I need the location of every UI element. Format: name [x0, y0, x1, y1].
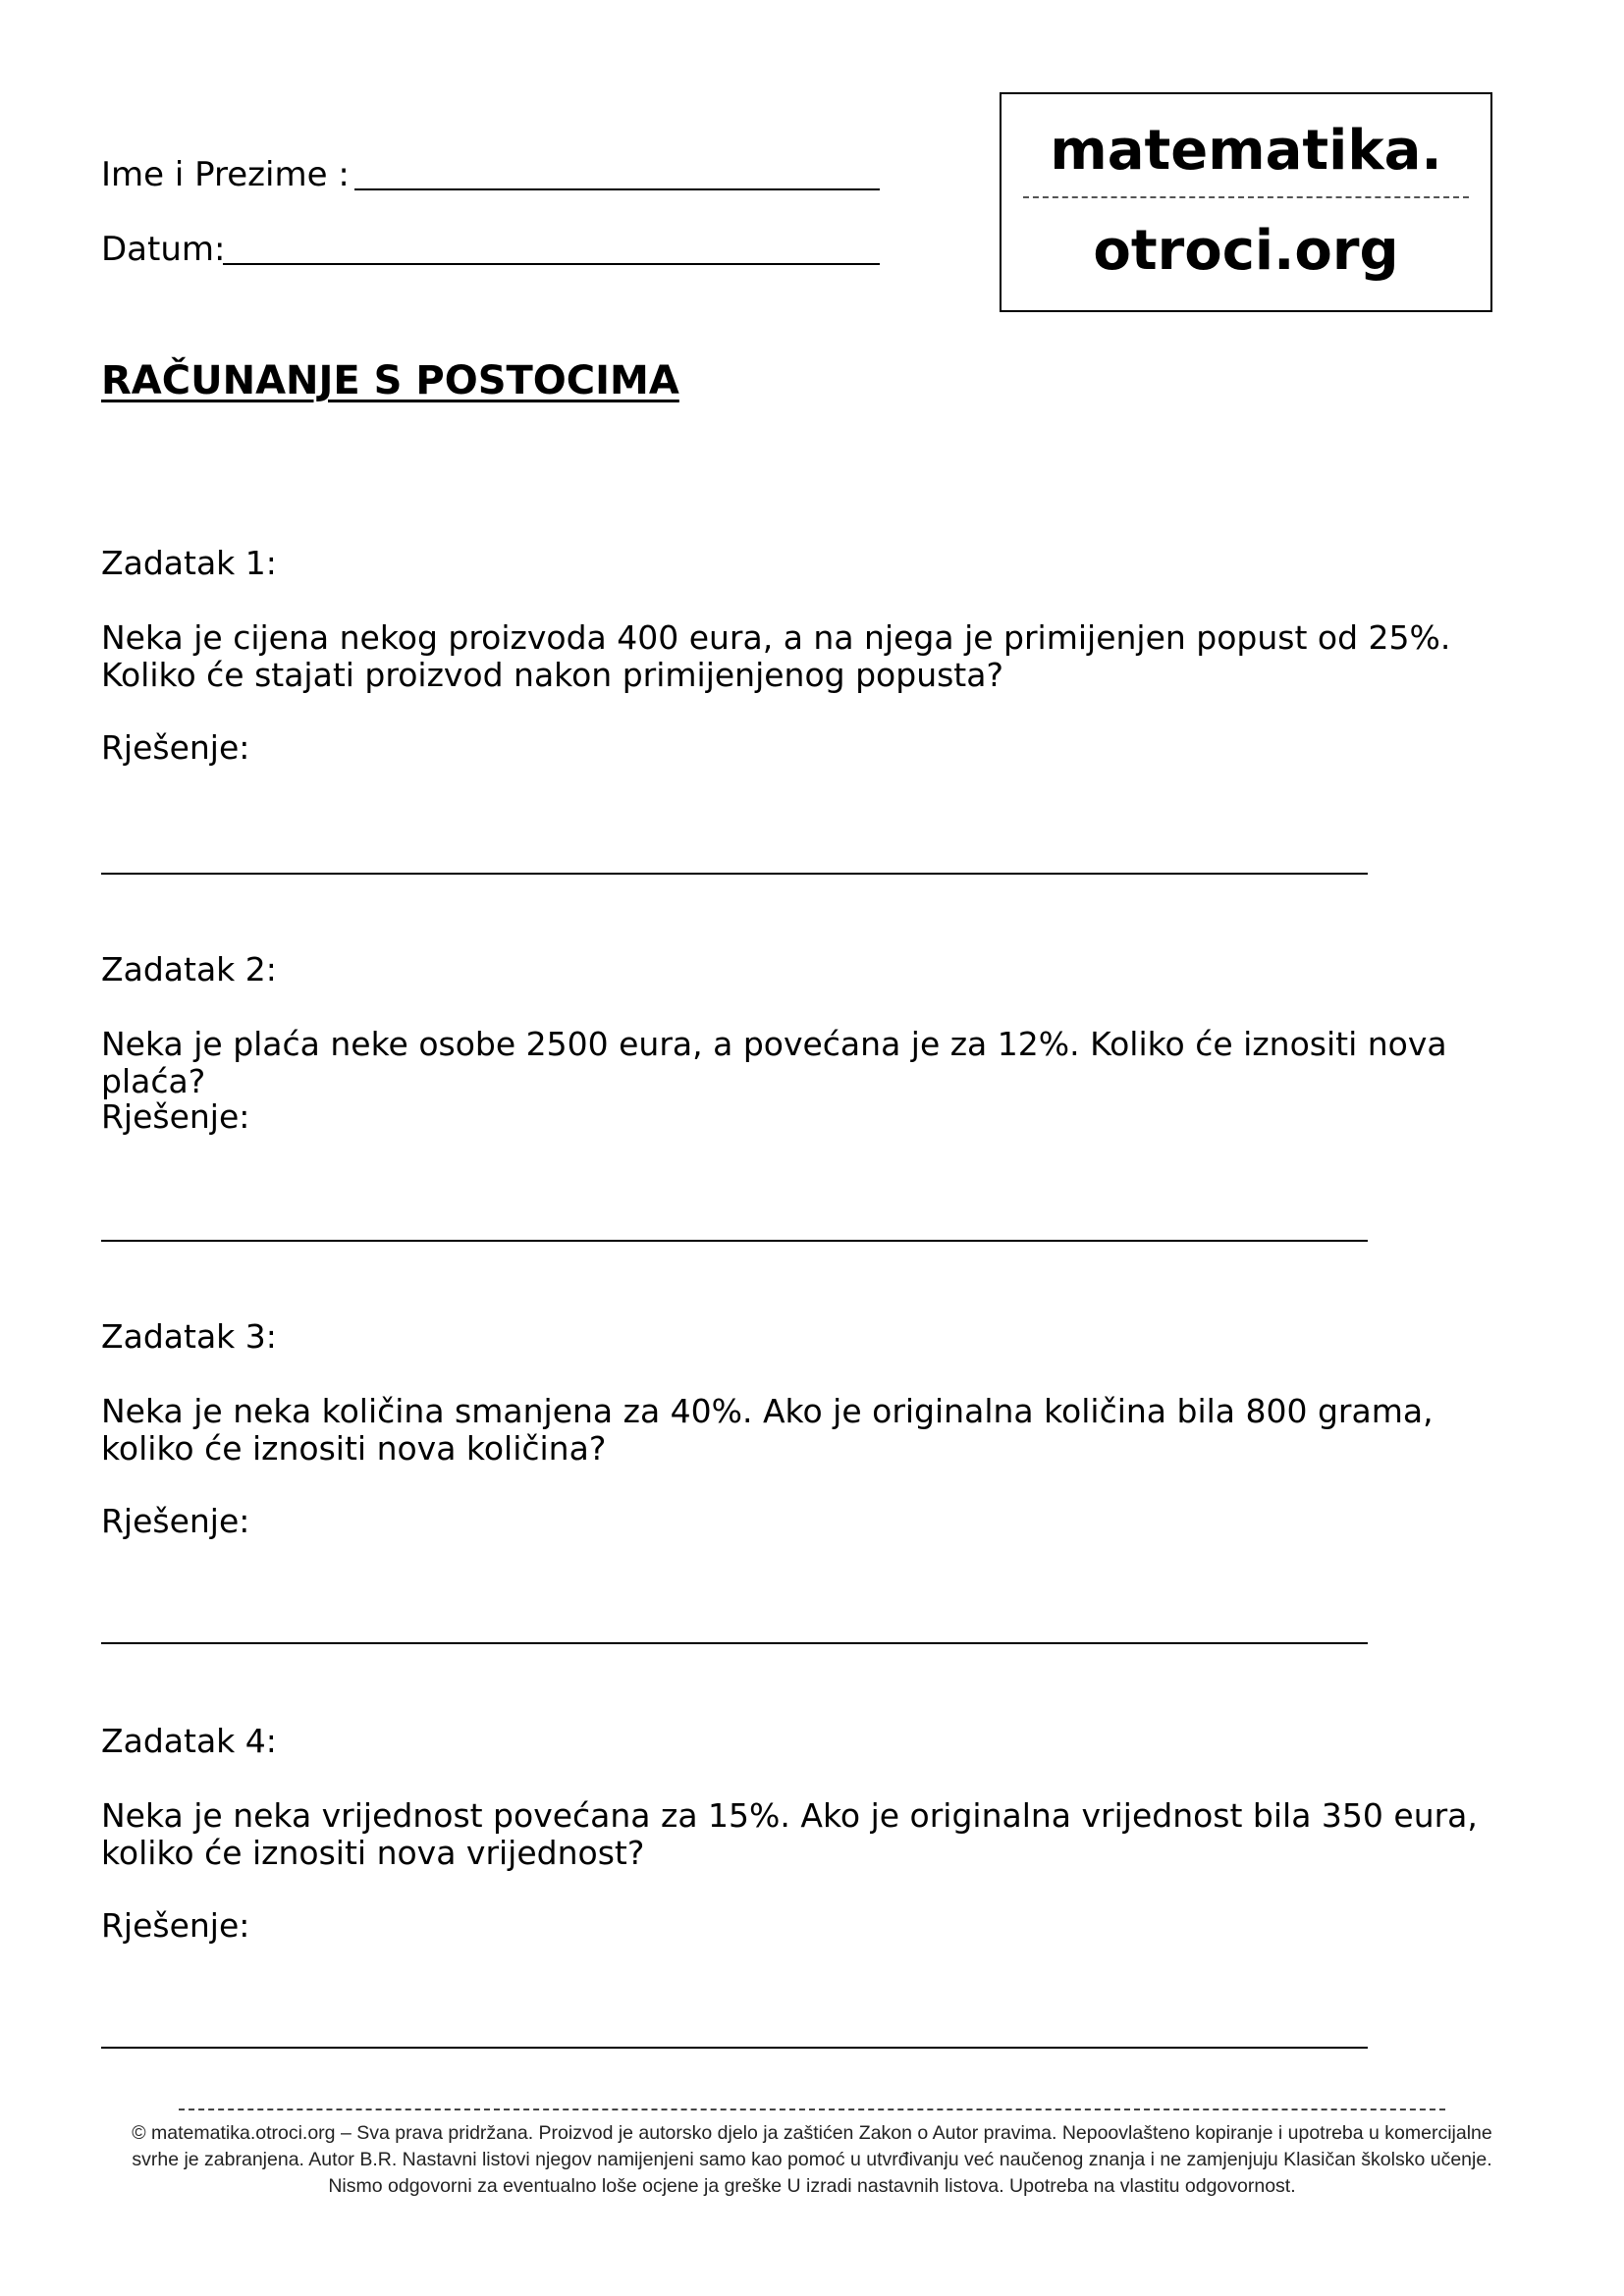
footer [98, 2109, 1526, 2200]
page-title: RAČUNANJE S POSTOCIMA [101, 358, 679, 403]
task-text: Neka je cijena nekog proizvoda 400 eura, a na njega je primijenjen popust od 25%. Koliko će stajati proizvod nakon primijenjenog popusta? [101, 618, 1451, 694]
footer-line-1: © matematika.otroci.org – Sva prava pridržana. Proizvod je autorsko djelo ja zaštićen Zakon o Autor pravima. Nepoovlašteno kopiranje i upotreba u komercijalne [132, 2122, 1492, 2144]
date-blank-line[interactable] [223, 263, 880, 265]
task-heading: Zadatak 3: [101, 1317, 277, 1356]
task-heading: Zadatak 1: [101, 544, 277, 582]
answer-line[interactable] [101, 873, 1368, 875]
name-blank-line[interactable] [354, 188, 880, 190]
site-logo-box [1000, 92, 1492, 312]
logo-line-2: otroci.org [1093, 219, 1399, 283]
footer-divider [179, 2109, 1445, 2110]
answer-line[interactable] [101, 2047, 1368, 2049]
solution-label: Rješenje: [101, 1097, 250, 1136]
footer-line-3: Nismo odgovorni za eventualno loše ocjene ja greške U izradi nastavnih listova. Upotreba na vlastitu odgovornost. [328, 2175, 1296, 2197]
task-heading: Zadatak 2: [101, 950, 277, 988]
logo-divider [1023, 196, 1469, 198]
name-label: Ime i Prezime : [101, 155, 350, 194]
task-text: Neka je neka vrijednost povećana za 15%. Ako je originalna vrijednost bila 350 eura, koliko će iznositi nova vrijednost? [101, 1796, 1478, 1872]
task-text: Neka je plaća neke osobe 2500 eura, a povećana je za 12%. Koliko će iznositi nova plaća? [101, 1025, 1447, 1100]
answer-line[interactable] [101, 1642, 1368, 1644]
answer-line[interactable] [101, 1240, 1368, 1242]
footer-line-2: svrhe je zabranjena. Autor B.R. Nastavni listovi njegov namijenjeni samo kao pomoć u utvrđivanju već naučenog znanja i ne zamjenjuju Klasičan školsko učenje. [132, 2149, 1492, 2170]
solution-label: Rješenje: [101, 728, 250, 767]
date-label: Datum: [101, 230, 226, 269]
solution-label: Rješenje: [101, 1906, 250, 1945]
date-field[interactable] [101, 230, 225, 269]
name-field[interactable] [101, 155, 350, 194]
task-heading: Zadatak 4: [101, 1722, 277, 1760]
solution-label: Rješenje: [101, 1502, 250, 1540]
task-text: Neka je neka količina smanjena za 40%. Ako je originalna količina bila 800 grama, koliko će iznositi nova količina? [101, 1392, 1434, 1468]
logo-line-1: matematika. [1050, 119, 1442, 183]
footer-copyright [98, 2120, 1526, 2200]
